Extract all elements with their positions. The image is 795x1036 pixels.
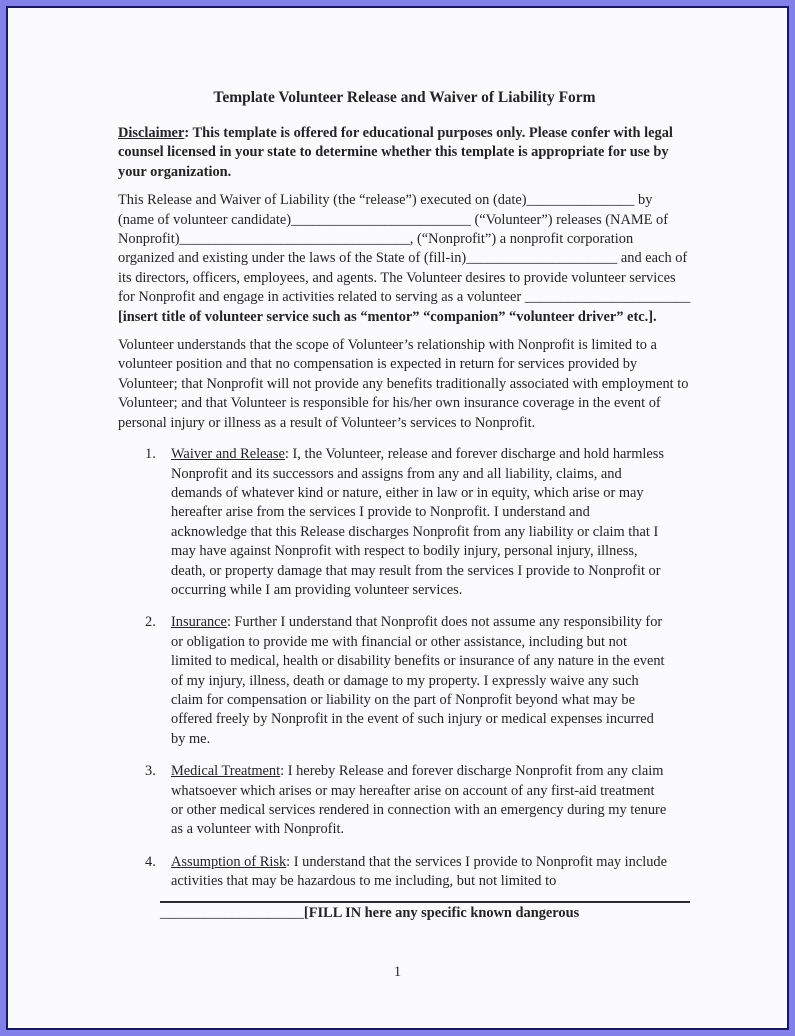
fill-in-blank-line	[160, 901, 690, 903]
item-text	[171, 613, 667, 749]
item-text	[171, 762, 667, 840]
list-item-assumption-of-risk	[145, 853, 667, 923]
item-body: : I hereby Release and forever discharge Nonprofit from any claim whatsoever which arises or may hereafter arise on account of any first-aid treatment or other medical services rendered in connection with an emergency during my tenure as a volunteer with Nonprofit.	[171, 763, 667, 838]
item-heading: Waiver and Release	[171, 446, 285, 463]
intro-insert-title-note: [insert title of volunteer service such as “mentor” “companion” “volunteer driver” etc.].	[118, 308, 657, 325]
fill-in-note-line	[160, 904, 690, 923]
item-text	[171, 445, 667, 600]
scope-paragraph: Volunteer understands that the scope of Volunteer’s relationship with Nonprofit is limited to a volunteer position and that no compensation is expected in return for services provided by Volunteer; that Nonprofit will not provide any benefits traditionally associated with employment to Volunteer; and that Volunteer is responsible for his/her own insurance coverage in the event of personal injury or illness as a result of Volunteer’s services to Nonprofit.	[118, 337, 689, 431]
item-number: 1.	[145, 446, 156, 463]
item-number: 3.	[145, 763, 156, 780]
fill-in-note: [FILL IN here any specific known dangerous	[303, 904, 580, 921]
item-text	[160, 853, 690, 923]
item-number: 4.	[145, 853, 156, 870]
list-item-medical-treatment	[145, 762, 667, 840]
liability-list	[118, 445, 691, 923]
item-heading: Medical Treatment	[171, 763, 281, 780]
item-heading: Insurance	[171, 614, 227, 631]
fill-in-blank: ____________________	[160, 904, 304, 921]
item-body: : Further I understand that Nonprofit does not assume any responsibility for or obligation to provide me with financial or other assistance, including but not limited to medical, health or disability benefits or insurance of any nature in the event of my injury, illness, death or damage to my property. I expressly waive any such claim for compensation or liability on the part of Nonprofit beyond what may be offered freely by Nonprofit in the event of such injury or medical expenses incurred by me.	[171, 614, 665, 747]
page-number: 1	[393, 963, 402, 980]
item-body: : I, the Volunteer, release and forever discharge and hold harmless Nonprofit and its successors and assigns from any and all liability, claims, and demands of whatever kind or nature, either in law or in equity, which arise or may hereafter arise from the services I provide to Nonprofit. I understand and acknowledge that this Release discharges Nonprofit from any liability or claim that I may have against Nonprofit with respect to bodily injury, personal injury, illness, death, or property damage that may result from the services I provide to Nonprofit or occurring while I am providing volunteer services.	[171, 446, 664, 598]
item-heading: Assumption of Risk	[171, 853, 287, 870]
document-page	[6, 6, 789, 1030]
list-item-insurance	[145, 613, 667, 749]
disclaimer-paragraph	[118, 124, 691, 182]
item-number: 2.	[145, 614, 156, 631]
disclaimer-text: : This template is offered for educational purposes only. Please confer with legal counsel licensed in your state to determine whether this template is appropriate for use by your organization.	[118, 125, 673, 180]
disclaimer-label: Disclaimer	[118, 125, 185, 141]
document-title: Template Volunteer Release and Waiver of Liability Form	[213, 89, 596, 106]
fill-in-section	[160, 901, 690, 923]
list-item-waiver-and-release	[145, 445, 667, 600]
item-body: : I understand that the services I provide to Nonprofit may include activities that may be hazardous to me including, but not limited to	[171, 853, 667, 890]
intro-paragraph	[118, 191, 691, 327]
intro-body: This Release and Waiver of Liability (the “release”) executed on (date)_______________ by (name of volunteer candidate)_________________________ (“Volunteer”) releases (NAME of Nonprofit)________________________________, (“Nonprofit”) a nonprofit corporation organized and existing under the laws of the State of (fill-in)_____________________ and each of its directors, officers, employees, and agents. The Volunteer desires to provide volunteer services for Nonprofit and engage in activities related to serving as a volunteer _______________________	[118, 192, 691, 306]
